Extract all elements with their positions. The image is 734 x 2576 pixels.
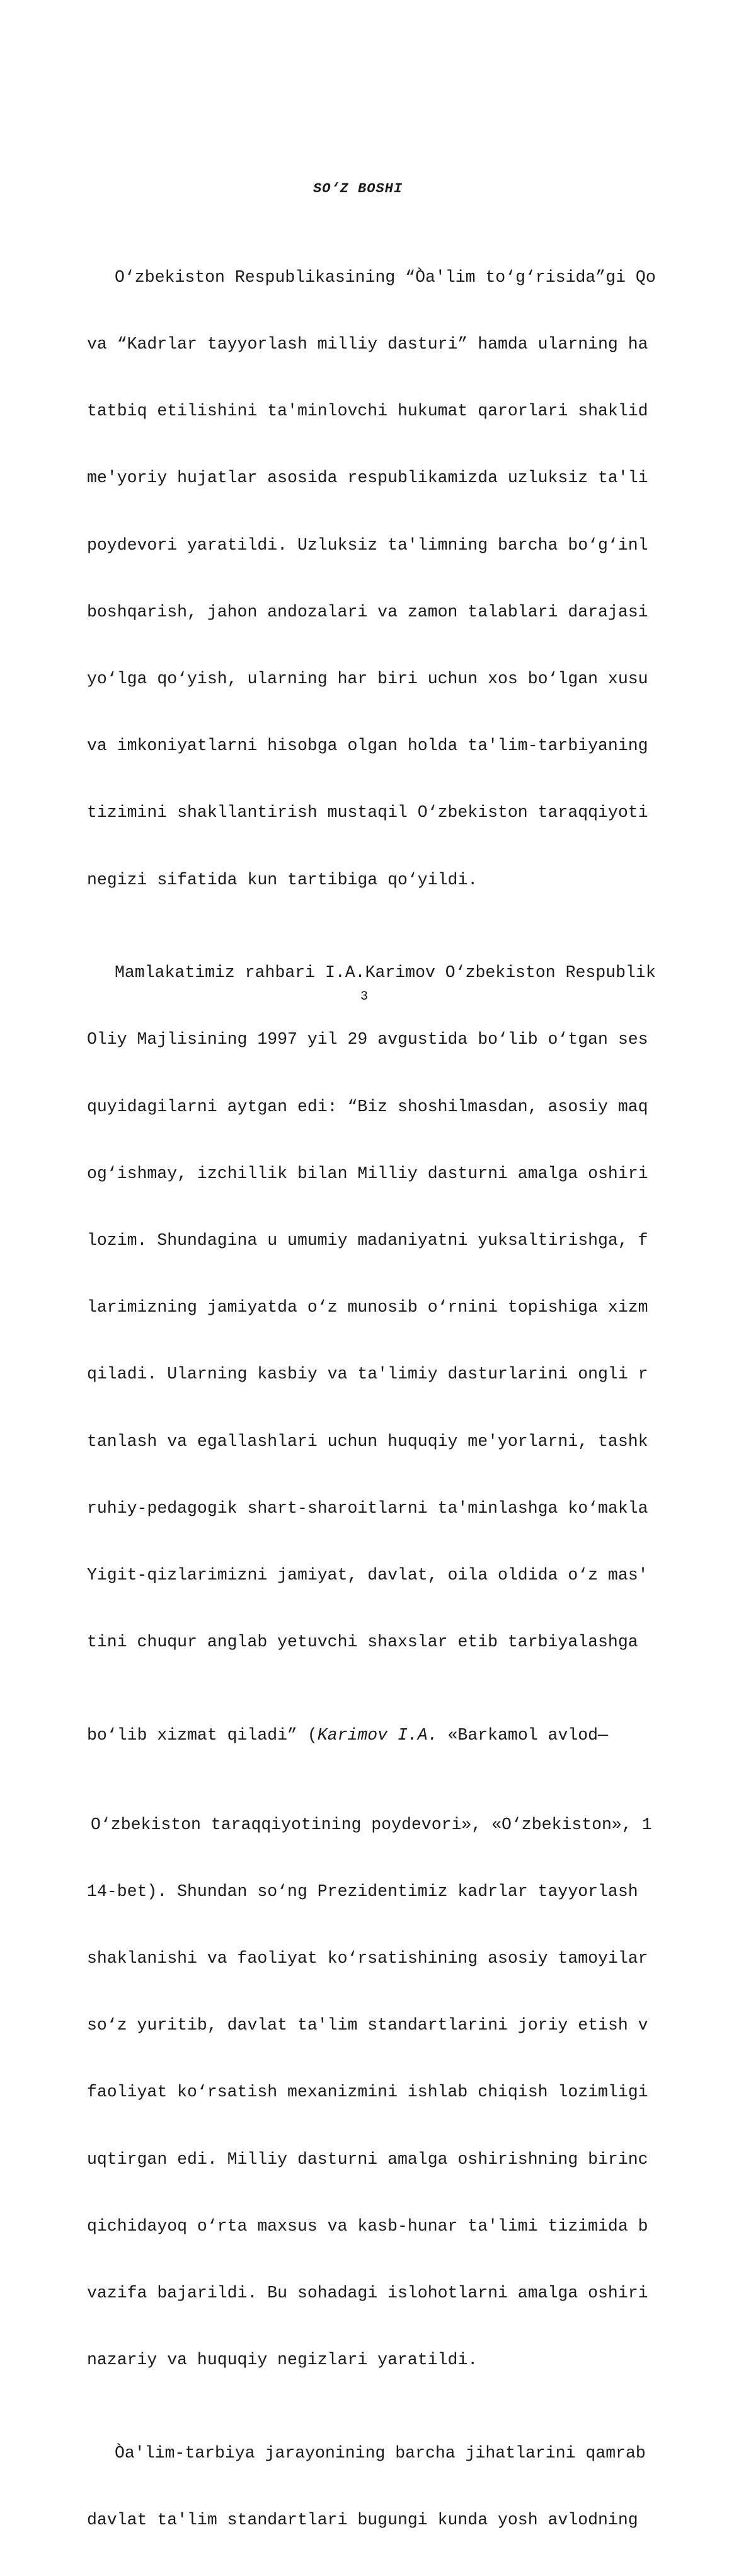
text-line: poydevori yaratildi. Uzluksiz ta'limning barcha bo‘g‘inl <box>87 535 648 555</box>
text-line: Òa'lim-tarbiya jarayonining barcha jihatlarini qamrab <box>115 2443 656 2463</box>
text-line: yo‘lga qo‘yish, ularning har biri uchun xos bo‘lgan xusu <box>87 669 648 689</box>
citation-line <box>87 1724 734 1747</box>
text-line: qiladi. Ularning kasbiy va ta'limiy dasturlarini ongli r <box>87 1365 648 1384</box>
text-line: va “Kadrlar tayyorlash milliy dasturi” hamda ularning ha <box>87 335 648 354</box>
text-line: faoliyat ko‘rsatish mexanizmini ishlab chiqish lozimligi <box>87 2082 648 2102</box>
text-line: negizi sifatida kun tartibiga qo‘yildi. <box>87 870 478 889</box>
text-line: davlat ta'lim standartlari bugungi kunda yosh avlodning <box>87 2510 648 2529</box>
text-line: Yigit-qizlarimizni jamiyat, davlat, oila oldida o‘z mas' <box>87 1566 648 1585</box>
page-heading: SO‘Z BOSHI <box>313 181 403 197</box>
page-number: 3 <box>360 990 369 1004</box>
citation-author: Karimov I.A. <box>317 1725 438 1745</box>
text-line: tatbiq etilishini ta'minlovchi hukumat qarorlari shaklid <box>87 401 648 421</box>
text-line: vazifa bajarildi. Bu sohadagi islohotlarni amalga oshiri <box>87 2283 648 2302</box>
text-line: lozim. Shundagina u umumiy madaniyatni yuksaltirishga, f <box>87 1231 648 1250</box>
text-line: tizimini shakllantirish mustaqil O‘zbekiston taraqqiyoti <box>87 803 648 823</box>
text-line: Mamlakatimiz rahbari I.A.Karimov O‘zbekiston Respublik <box>115 963 656 983</box>
text-line: uqtirgan edi. Milliy dasturni amalga oshirishning birinc <box>87 2149 648 2169</box>
text-line: shaklanishi va faoliyat ko‘rsatishining asosiy tamoyilar <box>87 1948 648 1968</box>
text-line: so‘z yuritib, davlat ta'lim standartlarini joriy etish v <box>87 2016 648 2035</box>
text-line: O‘zbekiston Respublikasining “Òa'lim to‘g‘risida”gi Qo <box>115 267 656 287</box>
text-line: larimizning jamiyatda o‘z munosib o‘rnini topishiga xizm <box>87 1298 648 1317</box>
text-line: me'yoriy hujatlar asosida respublikamizda uzluksiz ta'li <box>87 468 648 488</box>
text-line: qichidayoq o‘rta maxsus va kasb-hunar ta'limi tizimida b <box>87 2216 648 2236</box>
text-line: va imkoniyatlarni hisobga olgan holda ta'lim-tarbiyaning <box>87 736 648 756</box>
citation-after: «Barkamol avlod— <box>437 1725 608 1745</box>
citation-before: bo‘lib xizmat qiladi” ( <box>87 1725 318 1745</box>
text-line: quyidagilarni aytgan edi: “Biz shoshilmasdan, asosiy maq <box>87 1097 648 1116</box>
text-line: boshqarish, jahon andozalari va zamon talablari darajasi <box>87 602 648 621</box>
text-line: ruhiy-pedagogik shart-sharoitlarni ta'minlashga ko‘makla <box>87 1498 648 1518</box>
text-line: Oliy Majlisining 1997 yil 29 avgustida bo‘lib o‘tgan ses <box>87 1030 648 1049</box>
text-line: tini chuqur anglab yetuvchi shaxslar etib tarbiyalashga <box>87 1632 648 1652</box>
text-line: 14-bet). Shundan so‘ng Prezidentimiz kadrlar tayyorlash <box>87 1881 648 1901</box>
text-line: og‘ishmay, izchillik bilan Milliy dasturni amalga oshiri <box>87 1164 648 1183</box>
text-line: O‘zbekiston taraqqiyotining poydevori», «O‘zbekiston», 1 <box>91 1815 652 1834</box>
text-line: nazariy va huquqiy negizlari yaratildi. <box>87 2350 478 2370</box>
body-text <box>87 222 734 2576</box>
text-line: tanlash va egallashlari uchun huquqiy me'yorlarni, tashk <box>87 1431 648 1451</box>
